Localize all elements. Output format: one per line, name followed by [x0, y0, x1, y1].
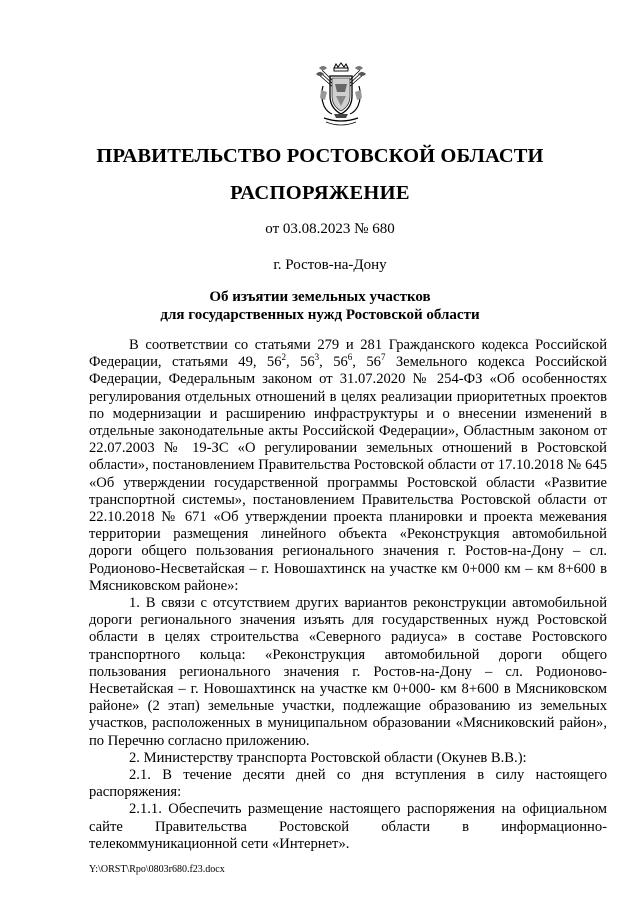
file-path-footer: Y:\ORST\Rpo\0803r680.f23.docx	[89, 864, 225, 875]
government-title: ПРАВИТЕЛЬСТВО РОСТОВСКОЙ ОБЛАСТИ	[96, 145, 544, 167]
document-city: г. Ростов-на-Дону	[273, 257, 387, 273]
document-subject	[0, 288, 640, 324]
clause-2-1: 2.1. В течение десяти дней со дня вступления в силу настоящего распоряжения:	[89, 767, 607, 801]
document-body	[89, 337, 607, 853]
clause-2: 2. Министерству транспорта Ростовской области (Окунев В.В.):	[129, 749, 527, 766]
subject-line-1: Об изъятии земельных участков	[209, 289, 431, 305]
document-date-number: от 03.08.2023 № 680	[265, 221, 395, 237]
clause-2-1-1: 2.1.1. Обеспечить размещение настоящего распоряжения на официальном сайте Правительства Ростовской области в информационно-телекоммуникационной сети «Интернет».	[89, 801, 607, 852]
coat-of-arms-icon	[314, 62, 368, 128]
preamble-paragraph: В соответствии со статьями 279 и 281 Гражданского кодекса Российской Федерации, статьями 49, $56^2$, $56^3$, $56^6$, $56^7$ Земельного кодекса Российской Федерации, Федеральным законом от 31.07.2020 № 254-ФЗ «Об особенностях регулирования отдельных отношений в целях реализации приоритетных проектов по модернизации и расширению инфраструктуры и о внесении изменений в отдельные законодательные акты Российской Федерации», Областным законом от 22.07.2003 № 19-ЗС «О регулировании земельных отношений в Ростовской области», постановлением Правительства Ростовской области от 17.10.2018 № 645 «Об утверждении государственной программы Ростовской области «Развитие транспортной системы», постановлением Правительства Ростовской области от 22.10.2018 № 671 «Об утверждении проекта планировки и проекта межевания территории размещения линейного объекта «Реконструкция автомобильной дороги общего пользования регионального значения г. Ростов-на-Дону – сл. Родионово-Несветайская – г. Новошахтинск на участке км 0+000 км – км 8+600 в Мясниковском районе»:	[89, 337, 607, 594]
document-type: РАСПОРЯЖЕНИЕ	[230, 182, 410, 204]
clause-1: 1. В связи с отсутствием других вариантов реконструкции автомобильной дороги регионального значения изъять для государственных нужд Ростовской области в целях строительства «Северного радиуса» в составе Ростовского транспортного кольца: «Реконструкция автомобильной дороги общего пользования регионального значения г. Ростов-на-Дону – сл. Родионово-Несветайская – г. Новошахтинск на участке км 0+000- км 8+600 в Мясниковском районе» (2 этап) земельные участки, подлежащие образованию из земельных участков, расположенных в муниципальном образовании «Мясниковский район», по Перечню согласно приложению.	[89, 595, 607, 749]
subject-line-2: для государственных нужд Ростовской области	[160, 307, 480, 323]
